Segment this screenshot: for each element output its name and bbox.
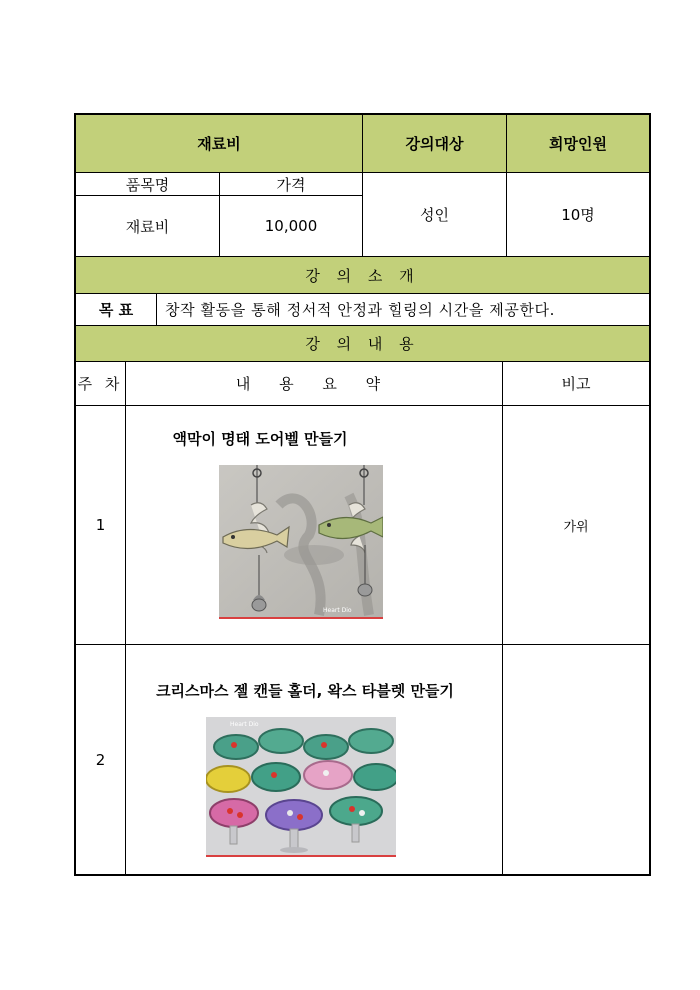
week-2-cell [75, 644, 126, 875]
intro-section-title [75, 256, 650, 294]
item-name-value: 재료비 [125, 217, 170, 236]
price-header [219, 172, 363, 196]
goal-text: 창작 활동을 통해 정서적 안정과 힐링의 시간을 제공한다. [165, 301, 556, 319]
target-header [362, 114, 507, 173]
price-value: 10,000 [264, 217, 318, 235]
note-column-header-label: 비고 [561, 375, 591, 393]
item-name-cell [75, 195, 220, 257]
week-2-title: 크리스마스 젤 캔들 홀더, 왁스 타블렛 만들기 [156, 682, 454, 700]
week-2-number: 2 [95, 750, 106, 769]
week-1-note: 가위 [563, 519, 589, 535]
summary-column-header-label: 내 용 요 약 [235, 375, 393, 393]
week-column-header-label: 주 차 [77, 375, 124, 393]
week-1-number: 1 [95, 516, 106, 534]
gel-candle-photo [206, 717, 396, 857]
item-name-header [75, 172, 220, 196]
capacity-header [506, 114, 650, 173]
target-value: 성인 [420, 206, 449, 224]
week-column-header [75, 361, 126, 406]
materials-header [75, 114, 363, 173]
goal-label: 목 표 [98, 301, 134, 319]
content-section-title-text: 강 의 내 용 [305, 335, 420, 353]
summary-column-header [125, 361, 503, 406]
target-header-label: 강의대상 [405, 135, 464, 153]
materials-header-label: 재료비 [197, 135, 241, 153]
intro-section-title-text: 강 의 소 개 [305, 266, 420, 285]
note-column-header [502, 361, 650, 406]
week-2-note-cell [502, 644, 650, 875]
week-1-cell [75, 405, 126, 645]
capacity-value: 10명 [561, 206, 595, 224]
target-cell [362, 172, 507, 257]
week-1-note-cell [502, 405, 650, 645]
price-cell [219, 195, 363, 257]
capacity-cell [506, 172, 650, 257]
candle-photo-watermark: Heart Dio [230, 721, 259, 728]
capacity-header-label: 희망인원 [549, 135, 607, 153]
fish-photo-watermark: Heart Dio [323, 607, 352, 614]
goal-label-cell [75, 293, 157, 326]
content-section-title [75, 325, 650, 362]
fish-doorbell-photo [219, 465, 383, 619]
goal-text-cell [156, 293, 650, 326]
price-header-label: 가격 [276, 175, 306, 194]
item-name-header-label: 품목명 [125, 175, 170, 194]
week-1-title: 액막이 명태 도어벨 만들기 [172, 430, 348, 448]
